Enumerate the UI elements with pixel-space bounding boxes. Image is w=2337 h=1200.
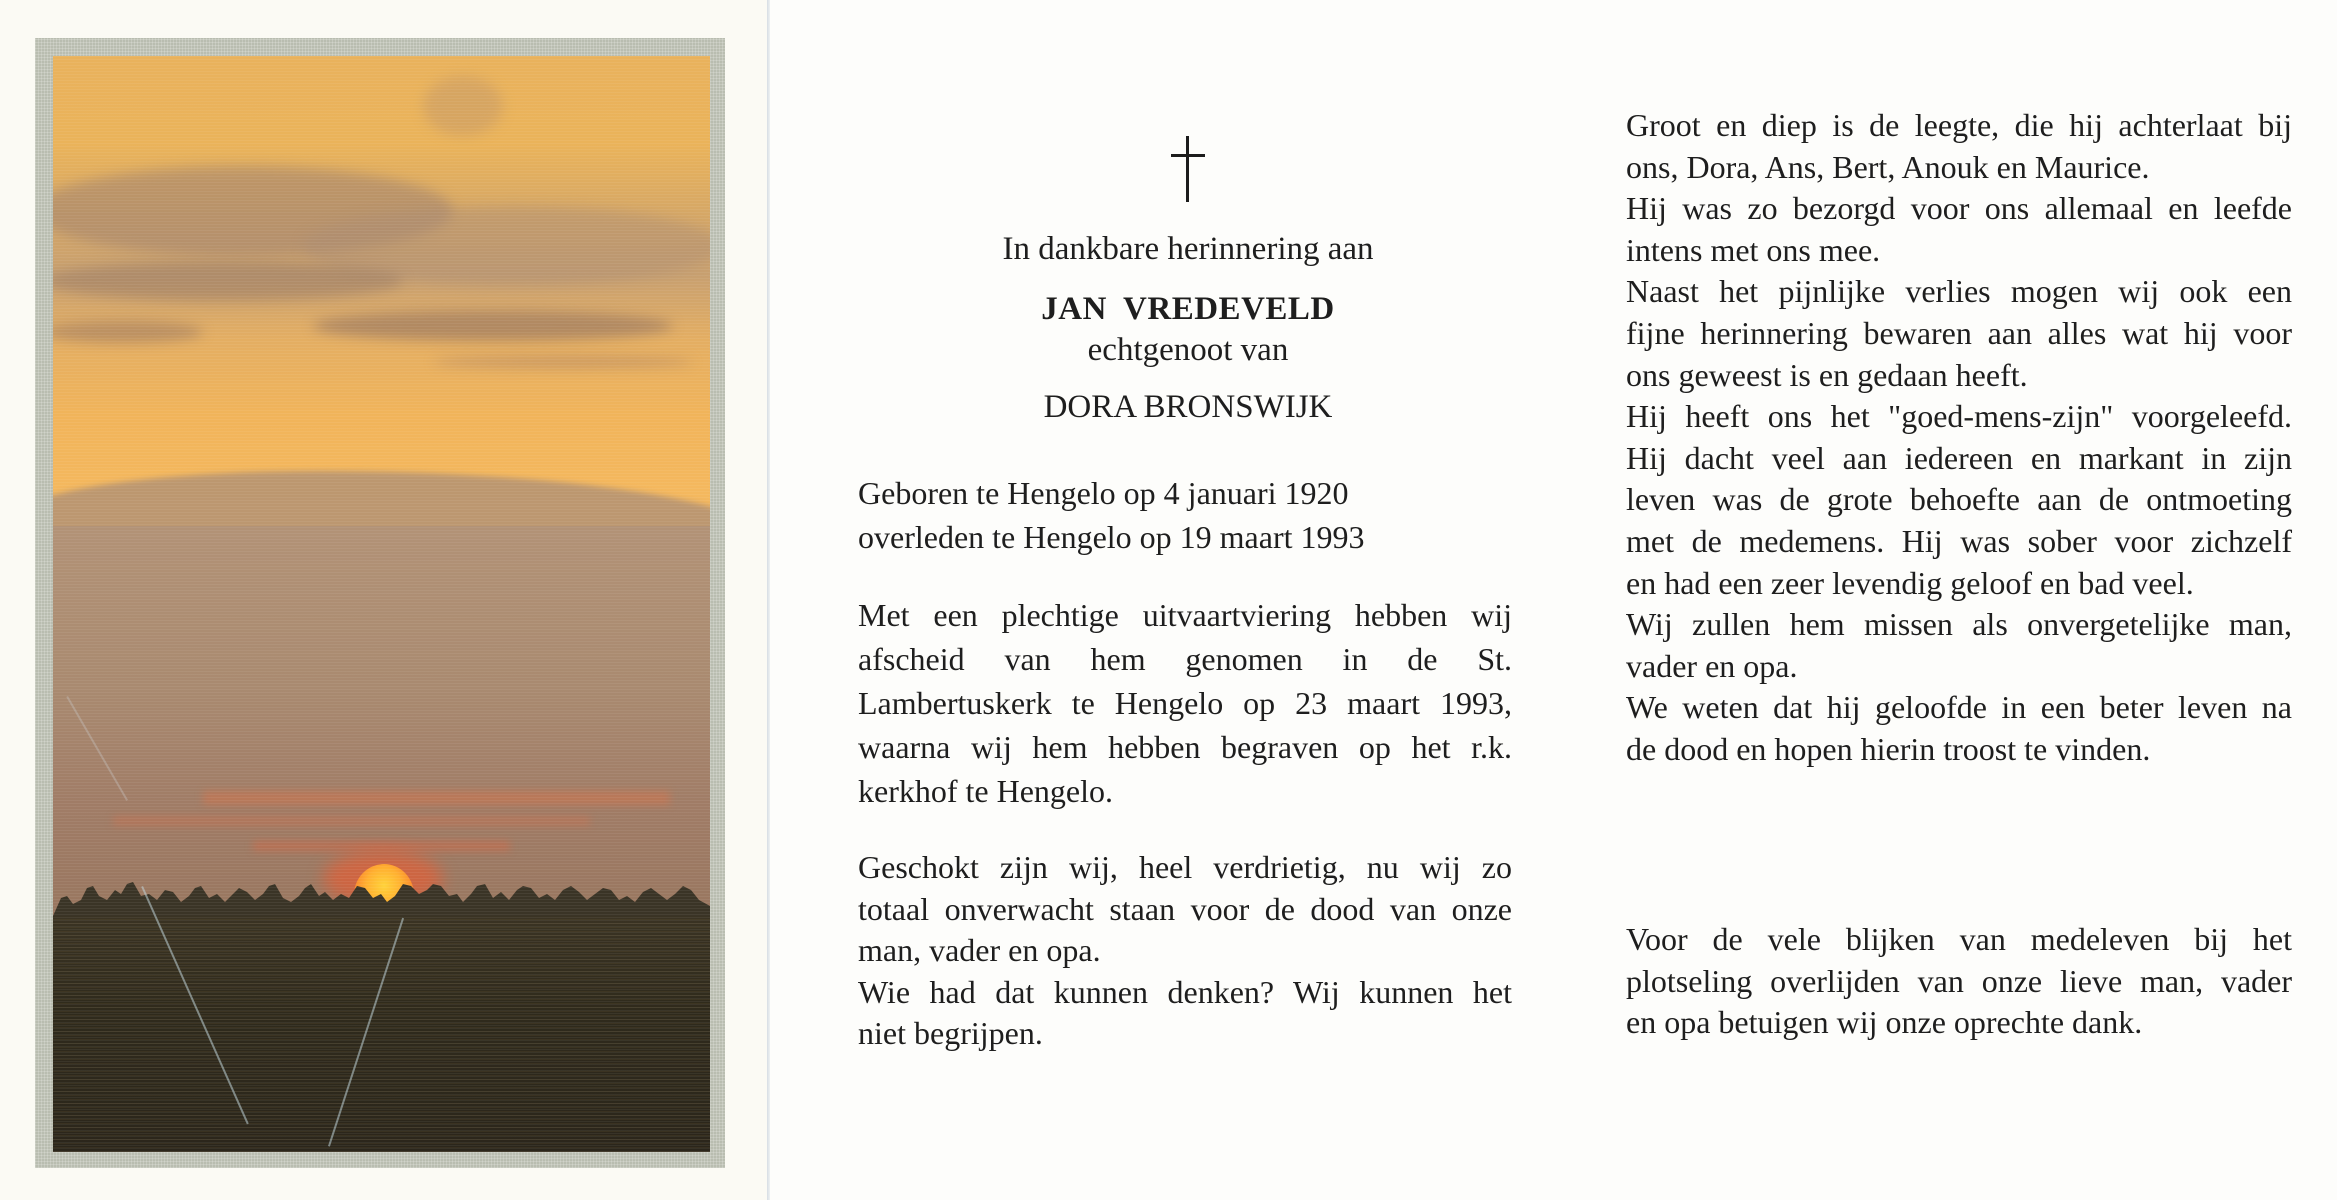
text-line: totaal onverwacht staan voor de dood van onze (858, 890, 1512, 927)
text-line: en opa betuigen wij onze oprechte dank. (1626, 1004, 2143, 1041)
text-line: plotseling overlijden van onze lieve man, vader (1626, 962, 2292, 999)
card-fold-seam (767, 0, 770, 1200)
text-line: kerkhof te Hengelo. (858, 773, 1114, 809)
text-line: We weten dat hij geloofde in een beter leven na (1626, 689, 2292, 726)
cloud (433, 356, 693, 368)
text-line: fijne herinnering bewaren aan alles wat hij voor (1626, 314, 2292, 351)
haze-band (113, 816, 590, 826)
cross-horizontal (1171, 154, 1205, 157)
text-line: Lambertuskerk te Hengelo op 23 maart 1993, (858, 685, 1512, 721)
text-line: Geschokt zijn wij, heel verdrietig, nu wij zo (858, 849, 1512, 885)
tribute-paragraph (1626, 105, 2292, 771)
death-line: overleden te Hengelo op 19 maart 1993 (858, 519, 1365, 555)
cloud (313, 311, 673, 341)
birth-line: Geboren te Hengelo op 4 januari 1920 (858, 475, 1349, 511)
text-line: Voor de vele blijken van medeleven bij het (1626, 921, 2292, 957)
relation-line: echtgenoot van (1087, 332, 1289, 368)
cross-vertical (1186, 136, 1189, 202)
sunset-photo (53, 56, 710, 1152)
text-line: man, vader en opa. (858, 932, 1101, 968)
text-line: Hij heeft ons het "goed-mens-zijn" voorgeleefd. (1626, 398, 2292, 435)
text-line: ons, Dora, Ans, Bert, Anouk en Maurice. (1626, 148, 2150, 185)
intro-line: In dankbare herinnering aan (1002, 231, 1374, 267)
haze-band (203, 791, 670, 805)
text-line: Hij dacht veel aan iedereen en markant in zijn (1626, 439, 2292, 476)
text-line: leven was de grote behoefte aan de ontmoeting (1626, 481, 2292, 518)
text-line: ons geweest is en gedaan heeft. (1626, 356, 2028, 393)
shock-paragraph (858, 847, 1512, 1055)
dates-block (858, 471, 1512, 559)
text-line: Hij was zo bezorgd voor ons allemaal en leefde (1626, 190, 2292, 227)
deceased-name: JAN VREDEVELD (1041, 291, 1335, 327)
text-line: intens met ons mee. (1626, 231, 1881, 268)
text-line: afscheid van hem genomen in de St. (858, 641, 1512, 677)
photo-frame (35, 38, 725, 1168)
text-line: Wij zullen hem missen als onvergetelijke man, (1626, 606, 2292, 643)
text-line: niet begrijpen. (858, 1015, 1043, 1051)
cloud (53, 321, 203, 343)
thanks-paragraph (1626, 919, 2292, 1044)
text-line: Wie had dat kunnen denken? Wij kunnen het (858, 973, 1512, 1010)
funeral-paragraph (858, 593, 1512, 813)
haze-band (253, 841, 510, 851)
text-line: waarna wij hem hebben begraven op het r.k. (858, 729, 1512, 765)
cloud (53, 261, 403, 301)
text-line: Met een plechtige uitvaartviering hebben wij (858, 597, 1512, 633)
cloud (423, 76, 503, 136)
text-line: vader en opa. (1626, 647, 1798, 684)
text-line: de dood en hopen hierin troost te vinden. (1626, 730, 2151, 767)
cross-icon (1171, 136, 1205, 202)
text-line: Groot en diep is de leegte, die hij achterlaat bij (1626, 107, 2292, 143)
text-line: en had een zeer levendig geloof en bad veel. (1626, 564, 2194, 601)
front-panel (0, 0, 767, 1200)
foreground-field (53, 916, 710, 1152)
text-line: Naast het pijnlijke verlies mogen wij ook een (1626, 273, 2292, 310)
text-line: met de medemens. Hij was sober voor zichzelf (1626, 522, 2292, 559)
spouse-name: DORA BRONSWIJK (1043, 389, 1333, 425)
